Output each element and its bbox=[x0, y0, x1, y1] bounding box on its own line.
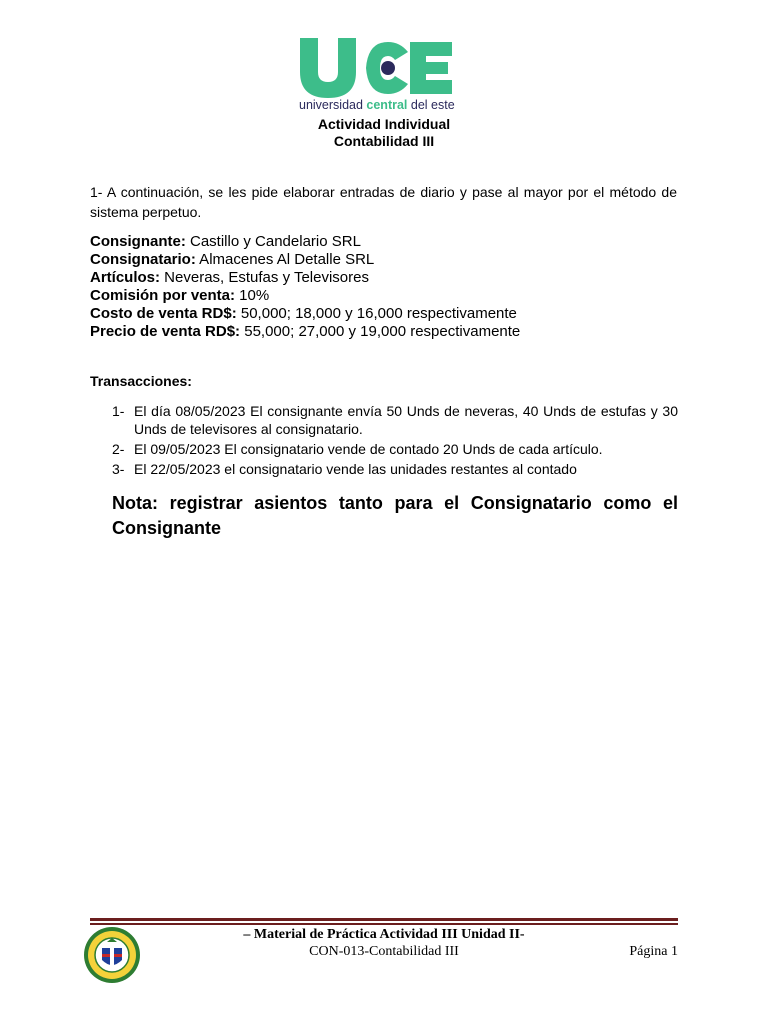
detail-articulos bbox=[90, 269, 690, 287]
detail-consignatario bbox=[90, 251, 690, 269]
detail-label: Consignatario: bbox=[90, 251, 196, 268]
list-item-number: 1- bbox=[112, 403, 125, 419]
document-title: Actividad Individual bbox=[317, 116, 451, 132]
note-text-line2: Consignante bbox=[112, 518, 222, 538]
footer-course-code: CON-013-Contabilidad III bbox=[309, 944, 459, 959]
note-text-line1: Nota: registrar asientos tanto para el Consignatario como el bbox=[112, 493, 678, 513]
detail-value: 10% bbox=[235, 287, 270, 304]
svg-text:universidad central del este: universidad central del este bbox=[299, 98, 455, 112]
list-item-number: 2- bbox=[112, 441, 125, 457]
details-block bbox=[90, 233, 690, 341]
uce-logo bbox=[296, 36, 458, 116]
detail-consignante bbox=[90, 233, 690, 251]
list-item-text: El 09/05/2023 El consignatario vende de contado 20 Unds de cada artículo. bbox=[134, 441, 603, 457]
list-item-number: 3- bbox=[112, 461, 125, 477]
footer-title: – Material de Práctica Actividad III Unidad II- bbox=[243, 927, 525, 942]
transactions-list bbox=[112, 402, 678, 480]
detail-costo bbox=[90, 305, 690, 323]
intro-paragraph: 1- A continuación, se les pide elaborar entradas de diario y pase al mayor por el método de sistema perpetuo. bbox=[90, 184, 677, 220]
footer-rule-thin bbox=[90, 923, 678, 925]
list-item bbox=[112, 440, 678, 458]
detail-value: Castillo y Candelario SRL bbox=[185, 233, 361, 250]
list-item bbox=[112, 402, 678, 438]
detail-value: Almacenes Al Detalle SRL bbox=[195, 251, 375, 268]
detail-label: Costo de venta RD$: bbox=[90, 305, 237, 322]
detail-precio bbox=[90, 323, 690, 341]
detail-label: Comisión por venta: bbox=[90, 287, 236, 304]
detail-value: Neveras, Estufas y Televisores bbox=[160, 269, 369, 286]
detail-label: Precio de venta RD$: bbox=[90, 323, 241, 340]
page-number: Página 1 bbox=[629, 944, 678, 959]
detail-comision bbox=[90, 287, 690, 305]
detail-value: 50,000; 18,000 y 16,000 respectivamente bbox=[236, 305, 517, 322]
list-item bbox=[112, 460, 678, 478]
document-header bbox=[0, 116, 768, 150]
document-subtitle: Contabilidad III bbox=[333, 133, 435, 149]
transactions-heading: Transacciones: bbox=[90, 373, 192, 389]
list-item-text: El 22/05/2023 el consignatario vende las unidades restantes al contado bbox=[134, 461, 577, 477]
detail-value: 55,000; 27,000 y 19,000 respectivamente bbox=[240, 323, 521, 340]
footer-rule bbox=[90, 918, 678, 921]
list-item-text: El día 08/05/2023 El consignante envía 50 Unds de neveras, 40 Unds de estufas y 30 Unds de televisores al consignatario. bbox=[134, 403, 678, 437]
detail-label: Artículos: bbox=[90, 269, 161, 286]
note-block bbox=[112, 491, 678, 541]
detail-label: Consignante: bbox=[90, 233, 186, 250]
